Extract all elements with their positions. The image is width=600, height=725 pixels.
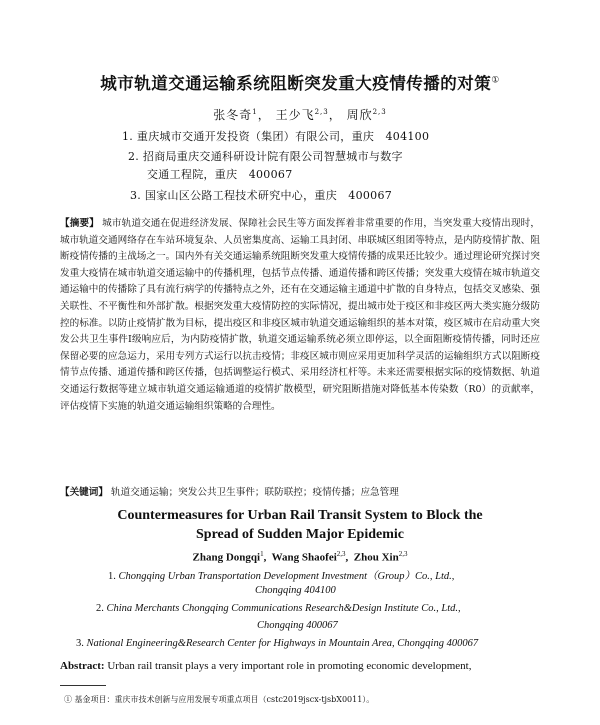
affiliation-en-1-line1 <box>108 568 454 583</box>
author-cn-3-sup: 2,3 <box>372 108 387 116</box>
author-en-2-sup: 2,3 <box>336 550 346 558</box>
affiliation-en-1-num: 1. <box>108 571 116 582</box>
affiliation-en-2-num: 2. <box>96 603 104 614</box>
author-cn-1-sup: 1 <box>252 108 258 116</box>
title-chinese <box>0 70 600 94</box>
author-en-1-sup: 1 <box>260 550 264 558</box>
author-en-3: Zhou Xin <box>353 551 399 564</box>
affiliation-en-3 <box>76 638 478 649</box>
affiliation-en-3-num: 3. <box>76 638 84 649</box>
affiliation-en-1-line2: Chongqing 404100 <box>255 585 336 596</box>
abstract-cn-label: 【摘要】 <box>60 218 99 229</box>
footnote-divider <box>60 685 106 686</box>
author-cn-1: 张冬奇 <box>213 108 253 122</box>
affiliation-cn-2-line1: 2. 招商局重庆交通科研设计院有限公司智慧城市与数字 <box>128 150 403 163</box>
author-en-3-sup: 2,3 <box>398 550 408 558</box>
abstract-chinese <box>60 216 540 415</box>
keywords-cn-text: 轨道交通运输；突发公共卫生事件；联防联控；疫情传播；应急管理 <box>111 487 399 498</box>
author-cn-2-sup: 2,3 <box>314 108 329 116</box>
abstract-en-text: Urban rail transit plays a very important role in promoting economic development, <box>107 660 472 672</box>
footnote-mark: ① <box>64 695 72 704</box>
keywords-chinese <box>60 484 540 498</box>
affiliation-cn-2-line2: 交通工程院，重庆 400067 <box>147 168 293 181</box>
affiliation-en-2-text: China Merchants Chongqing Communications Research&Design Institute Co., Ltd., <box>106 603 461 614</box>
abstract-cn-text: 城市轨道交通在促进经济发展、保障社会民生等方面发挥着非常重要的作用，当突发重大疫情出现时，城市轨道交通网络存在车站环境复杂、人员密集度高、运输工具封闭、串联城区组团等特点，是内防疫情扩散、阻断疫情传播的主战场之一。国内外有关交通运输系统阻断突发重大疫情传播的成果还比较少。通过理论研究探讨突发重大疫情在城市轨道交通运输中的传播机理，包括节点传播、通道传播和跨区传播；突发重大疫情在城市轨道交通运输中的传播除了具有流行病学的传播特点之外，还有在交通运输主通道中扩散的自身特点，包括交叉感染、强关联性、不平衡性和外部扩散。根据突发重大疫情防控的实际情况，提出城市处于疫区和非疫区两大类实施分级防控的标准。以防止疫情扩散为目标，提出疫区和非疫区城市轨道交通运输组织的基本对策，疫区城市在启动重大突发公共卫生事件Ⅰ级响应后，为内防疫情扩散，轨道交通运输系统必须立即停运，以全面阻断疫情传播，同时还应保留必要的应急运力，采用专列方式运行以抗击疫情；非疫区城市则应采用更加科学灵活的运输组织方式以阻断疫情节点传播、通道传播和跨区传播，包括调整运行模式、采用经济杠杆等。未来还需要根据实际的疫情数据、轨道交通运行数据等建立城市轨道交通运输通道的疫情扩散模型，研究阻断措施对降低基本传染数（R0）的贡献率，评估疫情下实施的轨道交通运输组织策略的合理性。 <box>60 218 541 412</box>
authors-chinese: 张冬奇$^1$， 王少飞$^{2,3}$， 周欣$^{2,3}$ <box>213 108 387 122</box>
footnote <box>64 694 374 705</box>
title-chinese-text: 城市轨道交通运输系统阻断突发重大疫情传播的对策 <box>100 74 492 93</box>
footnote-text: 基金项目：重庆市技术创新与应用发展专项重点项目（cstc2019jscx-tjsbX0011）。 <box>74 695 375 704</box>
affiliation-cn-3: 3. 国家山区公路工程技术研究中心，重庆 400067 <box>130 189 393 202</box>
abstract-english <box>60 660 540 672</box>
author-cn-2: 王少飞 <box>275 108 315 122</box>
affiliation-en-2-line1 <box>96 603 461 614</box>
affiliation-cn-1: 1. 重庆城市交通开发投资（集团）有限公司，重庆 404100 <box>122 130 430 143</box>
title-english-line1: Countermeasures for Urban Rail Transit System to Block the <box>117 508 483 523</box>
affiliation-en-1-text: Chongqing Urban Transportation Development Investment（Group）Co., Ltd., <box>118 571 455 582</box>
abstract-en-label: Abstract: <box>60 660 105 672</box>
author-cn-3: 周欣 <box>346 108 373 122</box>
title-footnote-mark: ① <box>491 75 500 86</box>
author-en-2: Wang Shaofei <box>271 551 337 564</box>
title-english-line2: Spread of Sudden Major Epidemic <box>196 527 404 542</box>
author-en-1: Zhang Dongqi <box>192 551 261 564</box>
affiliation-en-3-text: National Engineering&Research Center for Highways in Mountain Area, Chongqing 400067 <box>86 638 479 649</box>
affiliation-en-2-line2: Chongqing 400067 <box>257 620 338 631</box>
authors-english: Zhang Dongqi$^1$, Wang Shaofei$^{2,3}$, Zhou Xin$^{2,3}$ <box>192 550 408 564</box>
keywords-cn-label: 【关键词】 <box>60 487 108 498</box>
